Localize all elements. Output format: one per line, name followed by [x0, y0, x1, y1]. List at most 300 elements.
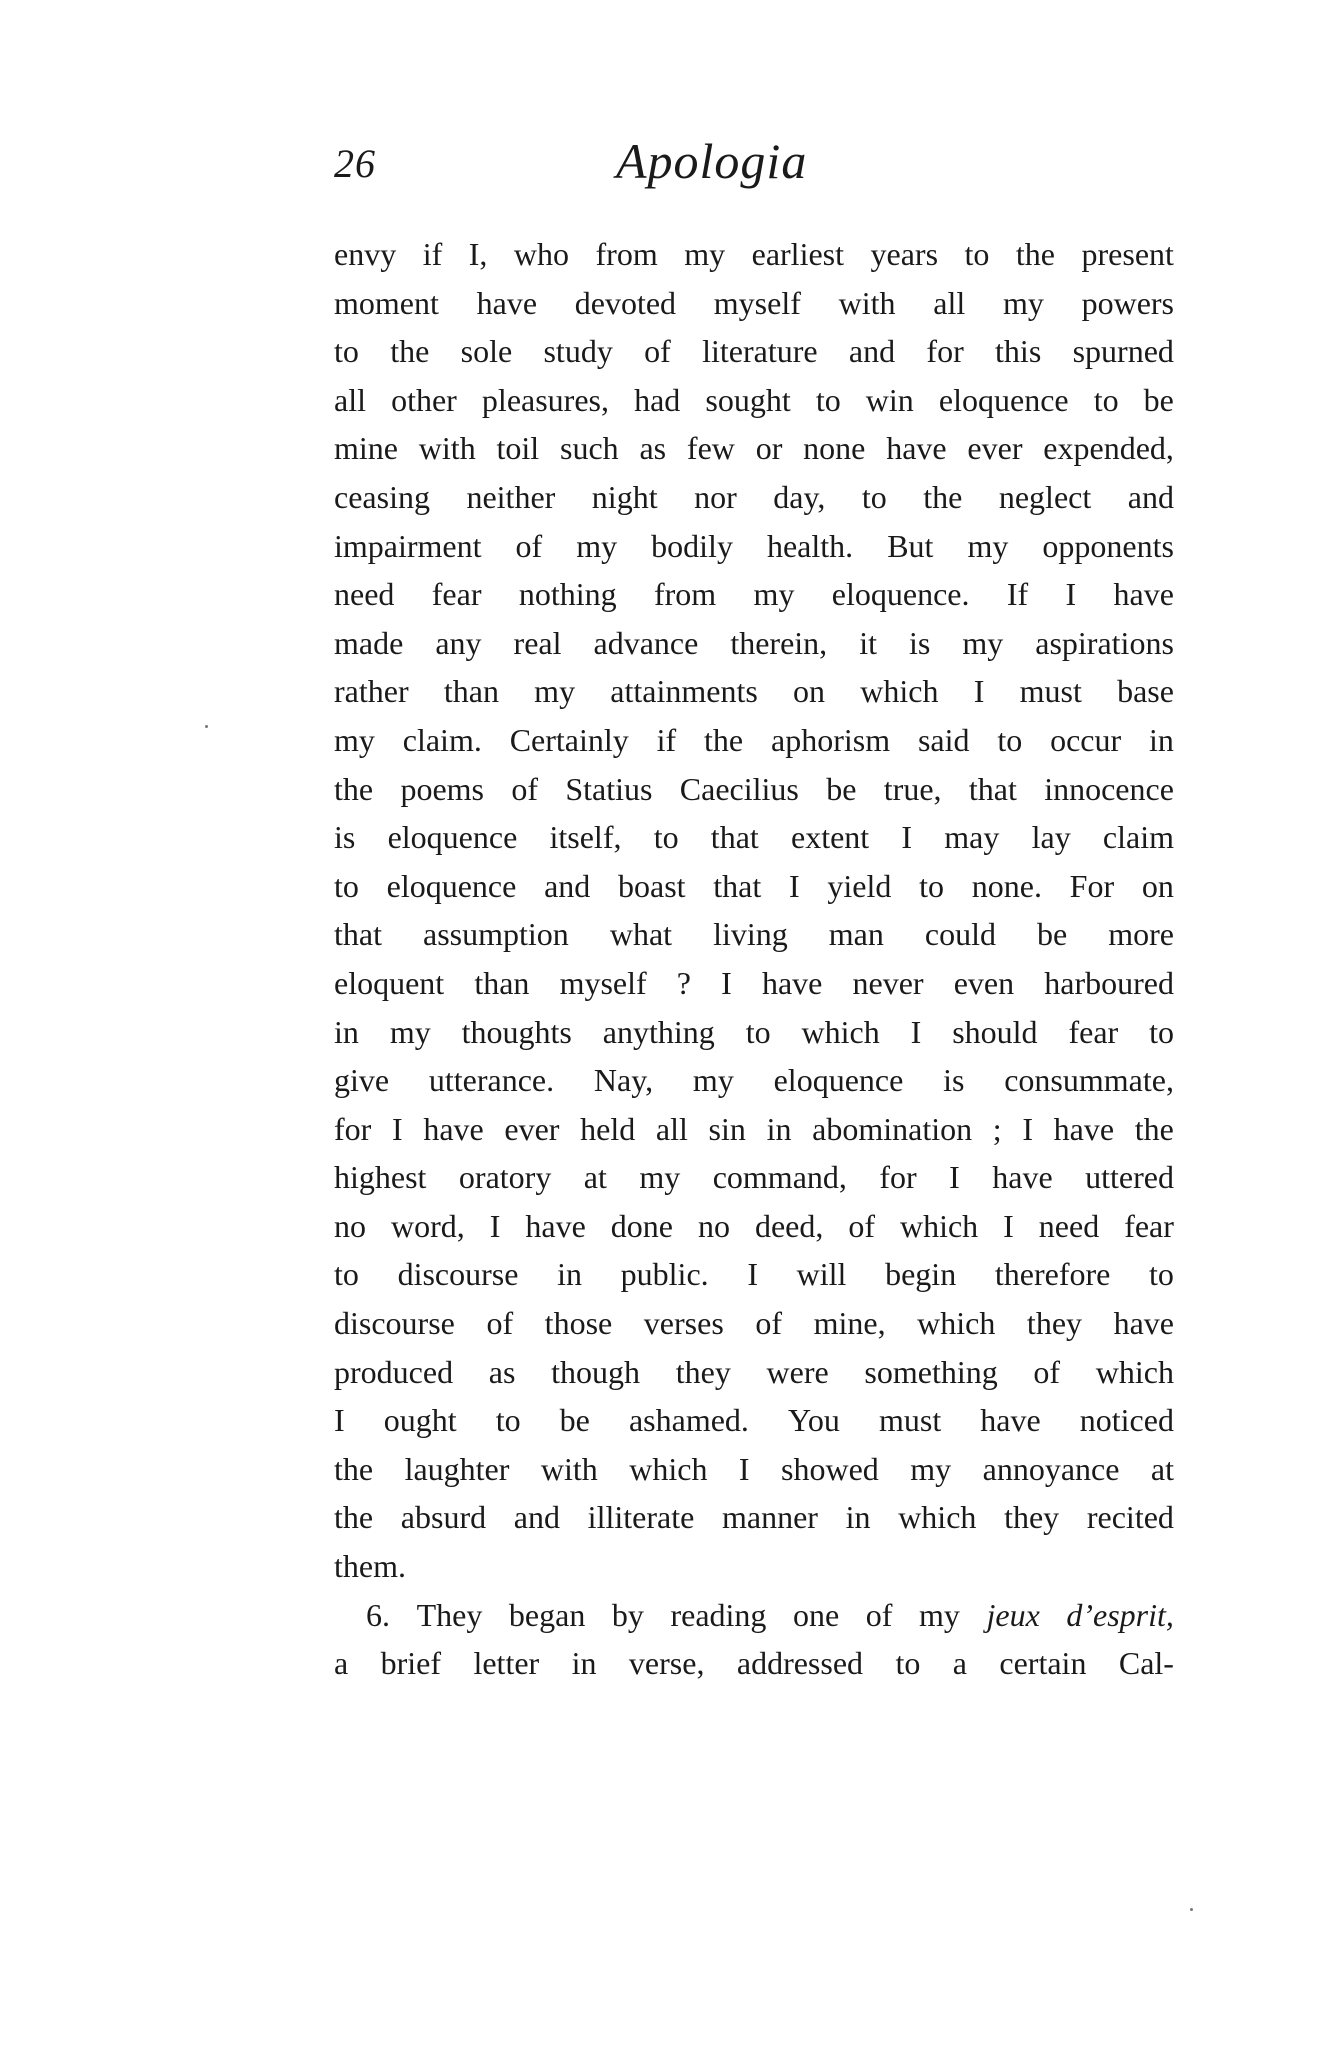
- word: to: [745, 1013, 771, 1050]
- word: as: [639, 430, 667, 467]
- text-line: [334, 1445, 1174, 1494]
- word: which: [1095, 1353, 1174, 1390]
- word: addressed: [736, 1645, 864, 1682]
- word: which: [917, 1305, 996, 1342]
- word: other: [391, 381, 457, 418]
- word: all: [655, 1110, 688, 1147]
- paragraph: [334, 1591, 1174, 1688]
- text-line: [334, 1348, 1174, 1397]
- word: pleasures,: [481, 381, 609, 418]
- word: for: [926, 333, 964, 370]
- word: who: [513, 236, 570, 272]
- word: than: [443, 673, 499, 710]
- word: my: [1002, 284, 1044, 321]
- word: none: [803, 430, 866, 467]
- text-line: [334, 1202, 1174, 1251]
- word: claim.: [402, 721, 482, 758]
- word: Statius: [565, 770, 653, 807]
- word: have: [525, 1207, 586, 1244]
- word: true,: [883, 770, 942, 807]
- text-line: [334, 1396, 1174, 1445]
- word: to: [997, 721, 1023, 758]
- word: of: [865, 1596, 893, 1633]
- word: 6.: [366, 1596, 390, 1633]
- word: I: [973, 673, 985, 710]
- word: aspirations: [1035, 624, 1174, 661]
- word: reading: [670, 1596, 767, 1633]
- word: my: [692, 1062, 734, 1099]
- word: from: [653, 576, 717, 613]
- word: utterance.: [428, 1062, 555, 1099]
- word: with: [418, 430, 476, 467]
- body-text: [334, 230, 1174, 1688]
- word: anything: [602, 1013, 715, 1050]
- text-line: [334, 327, 1174, 376]
- text-line: [334, 424, 1174, 473]
- word: real: [513, 624, 562, 661]
- word: to: [653, 819, 679, 856]
- word: Caecilius: [679, 770, 799, 807]
- word: For: [1069, 867, 1115, 904]
- word: a: [334, 1645, 349, 1682]
- word: eloquence: [938, 381, 1069, 418]
- word-italic: jeux: [986, 1596, 1040, 1633]
- word: to: [895, 1645, 921, 1682]
- word: fear: [431, 576, 482, 613]
- word: no: [334, 1207, 366, 1244]
- word: in: [334, 1013, 359, 1050]
- text-line: [334, 1299, 1174, 1348]
- paper-speck: [205, 725, 208, 728]
- word: verse,: [628, 1645, 705, 1682]
- word: or: [755, 430, 783, 467]
- word: all: [334, 381, 366, 418]
- word: held: [580, 1110, 636, 1147]
- word: They: [416, 1596, 483, 1633]
- word: to: [334, 333, 359, 370]
- word: my: [684, 236, 726, 272]
- text-line: [334, 1105, 1174, 1154]
- word: all: [933, 284, 966, 321]
- word: few: [686, 430, 735, 467]
- word: mine: [334, 430, 398, 467]
- word: laughter: [404, 1450, 510, 1487]
- word: have: [476, 284, 538, 321]
- word: consummate,: [1004, 1062, 1174, 1099]
- word: eloquence.: [831, 576, 970, 613]
- word: I: [901, 819, 913, 856]
- word: aphorism: [770, 721, 891, 758]
- word: my: [967, 527, 1009, 564]
- paper-speck: [1190, 1908, 1193, 1911]
- word: present: [1081, 236, 1174, 272]
- word: therein,: [730, 624, 828, 661]
- word: my: [389, 1013, 431, 1050]
- word: myself: [559, 964, 647, 1001]
- word: made: [334, 624, 404, 661]
- word: fear: [1068, 1013, 1119, 1050]
- word: one: [793, 1596, 840, 1633]
- word: of: [515, 527, 543, 564]
- word: Nay,: [593, 1062, 654, 1099]
- word: in: [557, 1256, 582, 1293]
- word: had: [634, 381, 681, 418]
- word: no: [697, 1207, 730, 1244]
- word: nor: [694, 478, 737, 515]
- word: more: [1108, 916, 1174, 953]
- word: have: [1113, 576, 1174, 613]
- word: eloquence: [387, 819, 518, 856]
- word: any: [435, 624, 482, 661]
- word: showed: [781, 1450, 879, 1487]
- word: though: [551, 1353, 641, 1390]
- word: even: [953, 964, 1015, 1001]
- word: bodily: [651, 527, 733, 564]
- word: sole: [460, 333, 513, 370]
- word: attainments: [610, 673, 758, 710]
- word: man: [828, 916, 884, 953]
- word: if: [656, 721, 677, 758]
- word: extent: [791, 819, 870, 856]
- word: and: [1127, 478, 1174, 515]
- word: have: [1053, 1110, 1115, 1147]
- word: done: [610, 1207, 673, 1244]
- word: with: [540, 1450, 598, 1487]
- word: I: [1065, 576, 1077, 613]
- word: I: [949, 1159, 960, 1196]
- word: at: [1150, 1450, 1174, 1487]
- word: that: [334, 916, 382, 953]
- word: discourse: [334, 1305, 455, 1342]
- word: such: [559, 430, 619, 467]
- word: sin: [708, 1110, 746, 1147]
- word: I: [1022, 1110, 1033, 1147]
- text-line: [334, 570, 1174, 619]
- running-head: [334, 133, 1174, 200]
- word: I: [334, 1402, 345, 1439]
- word: word,: [390, 1207, 465, 1244]
- word: which: [899, 1207, 979, 1244]
- text-line: [334, 1008, 1174, 1057]
- word: But: [887, 527, 934, 564]
- word: verses: [643, 1305, 724, 1342]
- word: illiterate: [587, 1499, 695, 1536]
- word: that: [710, 819, 759, 856]
- word: noticed: [1079, 1402, 1174, 1439]
- word: recited: [1086, 1499, 1174, 1536]
- word: to: [1149, 1013, 1174, 1050]
- word: moment: [334, 284, 439, 321]
- word: literature: [702, 333, 818, 370]
- word: with: [838, 284, 896, 321]
- word: were: [766, 1353, 829, 1390]
- word: command,: [712, 1159, 847, 1196]
- word: as: [488, 1353, 516, 1390]
- text-line: [334, 1153, 1174, 1202]
- word: is: [908, 624, 931, 661]
- word: rather: [334, 673, 409, 710]
- word: my: [910, 1450, 952, 1487]
- word: them.: [334, 1548, 406, 1585]
- word: I: [738, 1450, 750, 1487]
- word: occur: [1050, 721, 1122, 758]
- word: for: [879, 1159, 917, 1196]
- word: my: [753, 576, 795, 613]
- word: nothing: [518, 576, 617, 613]
- text-line: [334, 1639, 1174, 1688]
- word: should: [952, 1013, 1038, 1050]
- word: the: [923, 478, 963, 515]
- word: the: [390, 333, 430, 370]
- word: Cal-: [1118, 1645, 1174, 1682]
- word: I: [489, 1207, 501, 1244]
- word-italic: d’esprit,: [1066, 1596, 1174, 1633]
- word: ceasing: [334, 478, 430, 515]
- word: earliest: [751, 236, 844, 272]
- word: discourse: [397, 1256, 519, 1293]
- word: I: [391, 1110, 403, 1147]
- word: boast: [618, 867, 686, 904]
- word: be: [1143, 381, 1174, 418]
- word: sought: [705, 381, 791, 418]
- text-line: [334, 619, 1174, 668]
- word: yield: [827, 867, 892, 904]
- word: be: [559, 1402, 590, 1439]
- word: have: [886, 430, 947, 467]
- word: harboured: [1044, 964, 1174, 1001]
- text-line: [334, 376, 1174, 425]
- word: to: [919, 867, 944, 904]
- word: I: [747, 1256, 758, 1293]
- word: of: [755, 1305, 782, 1342]
- word: that: [968, 770, 1017, 807]
- word: if: [422, 236, 443, 272]
- word: If: [1006, 576, 1029, 613]
- word: abomination: [812, 1110, 973, 1147]
- word: poems: [400, 770, 484, 807]
- word: in: [571, 1645, 597, 1682]
- word: of: [486, 1305, 514, 1342]
- word: health.: [766, 527, 854, 564]
- word: living: [713, 916, 788, 953]
- word: none.: [971, 867, 1042, 904]
- word: my: [919, 1596, 960, 1633]
- word: this: [995, 333, 1042, 370]
- word: need: [1038, 1207, 1100, 1244]
- text-line: [334, 1250, 1174, 1299]
- text-line: [334, 1542, 1174, 1591]
- word: innocence: [1044, 770, 1174, 807]
- word: give: [334, 1062, 390, 1099]
- word: to: [815, 381, 841, 418]
- word: for: [334, 1110, 372, 1147]
- word: be: [826, 770, 857, 807]
- word: the: [334, 1499, 374, 1536]
- text-line: [334, 230, 1174, 279]
- word: itself,: [549, 819, 622, 856]
- word: oratory: [458, 1159, 552, 1196]
- word: to: [964, 236, 990, 272]
- text-line: [334, 279, 1174, 328]
- word: annoyance: [982, 1450, 1120, 1487]
- text-line: [334, 716, 1174, 765]
- word: the: [1134, 1110, 1174, 1147]
- word: ;: [992, 1110, 1002, 1147]
- word: will: [796, 1256, 847, 1293]
- word: day,: [773, 478, 826, 515]
- word: ashamed.: [628, 1402, 749, 1439]
- word: that: [713, 867, 762, 904]
- word: on: [1141, 867, 1174, 904]
- text-line: [334, 959, 1174, 1008]
- word: must: [878, 1402, 942, 1439]
- word: of: [644, 333, 671, 370]
- word: neither: [466, 478, 556, 515]
- word: ?: [676, 964, 691, 1001]
- word: I: [910, 1013, 922, 1050]
- word: may: [944, 819, 1000, 856]
- word: I: [721, 964, 732, 1001]
- word: my: [639, 1159, 681, 1196]
- text-line: [334, 1591, 1174, 1640]
- text-line: [334, 910, 1174, 959]
- paragraph: [334, 230, 1174, 1591]
- word: the: [334, 770, 374, 807]
- word: devoted: [574, 284, 677, 321]
- word: my: [334, 721, 375, 758]
- word: Certainly: [509, 721, 629, 758]
- word: to: [861, 478, 887, 515]
- word: the: [704, 721, 744, 758]
- word: have: [980, 1402, 1041, 1439]
- word: have: [761, 964, 823, 1001]
- word: and: [513, 1499, 560, 1536]
- word: of: [1033, 1353, 1061, 1390]
- text-line: [334, 1493, 1174, 1542]
- word: begin: [885, 1256, 957, 1293]
- word: win: [865, 381, 914, 418]
- word: absurd: [400, 1499, 487, 1536]
- word: I,: [468, 236, 488, 272]
- word: to: [334, 1256, 359, 1293]
- word: began: [508, 1596, 586, 1633]
- word: fear: [1124, 1207, 1174, 1244]
- text-line: [334, 522, 1174, 571]
- word: highest: [334, 1159, 427, 1196]
- word: spurned: [1072, 333, 1174, 370]
- running-title: Apologia: [616, 133, 808, 189]
- word: from: [595, 236, 658, 272]
- word: my: [962, 624, 1004, 661]
- word: never: [852, 964, 924, 1001]
- word: to: [495, 1402, 521, 1439]
- word: have: [423, 1110, 484, 1147]
- word: in: [766, 1110, 792, 1147]
- text-line: [334, 862, 1174, 911]
- word: something: [864, 1353, 998, 1390]
- word: eloquence: [386, 867, 517, 904]
- word: impairment: [334, 527, 482, 564]
- word: have: [1113, 1305, 1174, 1342]
- word: ought: [383, 1402, 457, 1439]
- word: to: [1093, 381, 1119, 418]
- word: which: [898, 1499, 977, 1536]
- text-line: [334, 1056, 1174, 1105]
- word: and: [544, 867, 591, 904]
- word: of: [848, 1207, 875, 1244]
- word: advance: [593, 624, 699, 661]
- text-line: [334, 765, 1174, 814]
- word: years: [870, 236, 939, 272]
- word: You: [787, 1402, 840, 1439]
- text-line: [334, 813, 1174, 862]
- word: at: [583, 1159, 607, 1196]
- word: must: [1019, 673, 1082, 710]
- word: they: [1004, 1499, 1060, 1536]
- word: on: [793, 673, 826, 710]
- word: which: [860, 673, 939, 710]
- word: I: [1003, 1207, 1014, 1244]
- text-line: [334, 667, 1174, 716]
- text-line: [334, 473, 1174, 522]
- word: produced: [334, 1353, 454, 1390]
- word: need: [334, 576, 395, 613]
- word: powers: [1081, 284, 1174, 321]
- word: is: [334, 819, 356, 856]
- word: claim: [1102, 819, 1174, 856]
- word: envy: [334, 236, 397, 272]
- word: letter: [473, 1645, 540, 1682]
- word: have: [992, 1159, 1053, 1196]
- word: therefore: [994, 1256, 1111, 1293]
- word: to: [1149, 1256, 1174, 1293]
- word: my: [576, 527, 618, 564]
- word: than: [474, 964, 530, 1001]
- word: ever: [967, 430, 1023, 467]
- word: they: [675, 1353, 731, 1390]
- word: base: [1117, 673, 1174, 710]
- word: uttered: [1085, 1159, 1174, 1196]
- word: lay: [1031, 819, 1071, 856]
- word: opponents: [1042, 527, 1174, 564]
- word: neglect: [998, 478, 1092, 515]
- word: the: [1015, 236, 1055, 272]
- word: thoughts: [461, 1013, 572, 1050]
- word: they: [1026, 1305, 1083, 1342]
- word: it: [859, 624, 877, 661]
- word: the: [334, 1450, 374, 1487]
- word: what: [609, 916, 673, 953]
- word: my: [534, 673, 576, 710]
- word: which: [801, 1013, 880, 1050]
- word: said: [917, 721, 970, 758]
- word: assumption: [423, 916, 569, 953]
- word: a: [952, 1645, 967, 1682]
- word: by: [611, 1596, 644, 1633]
- word: to: [334, 867, 359, 904]
- word: expended,: [1043, 430, 1174, 467]
- word: eloquent: [334, 964, 445, 1001]
- word: be: [1037, 916, 1068, 953]
- word: certain: [999, 1645, 1087, 1682]
- word: public.: [620, 1256, 709, 1293]
- word: night: [591, 478, 658, 515]
- word: in: [1149, 721, 1174, 758]
- word: could: [924, 916, 996, 953]
- word: is: [943, 1062, 965, 1099]
- word: brief: [380, 1645, 442, 1682]
- word: toil: [496, 430, 540, 467]
